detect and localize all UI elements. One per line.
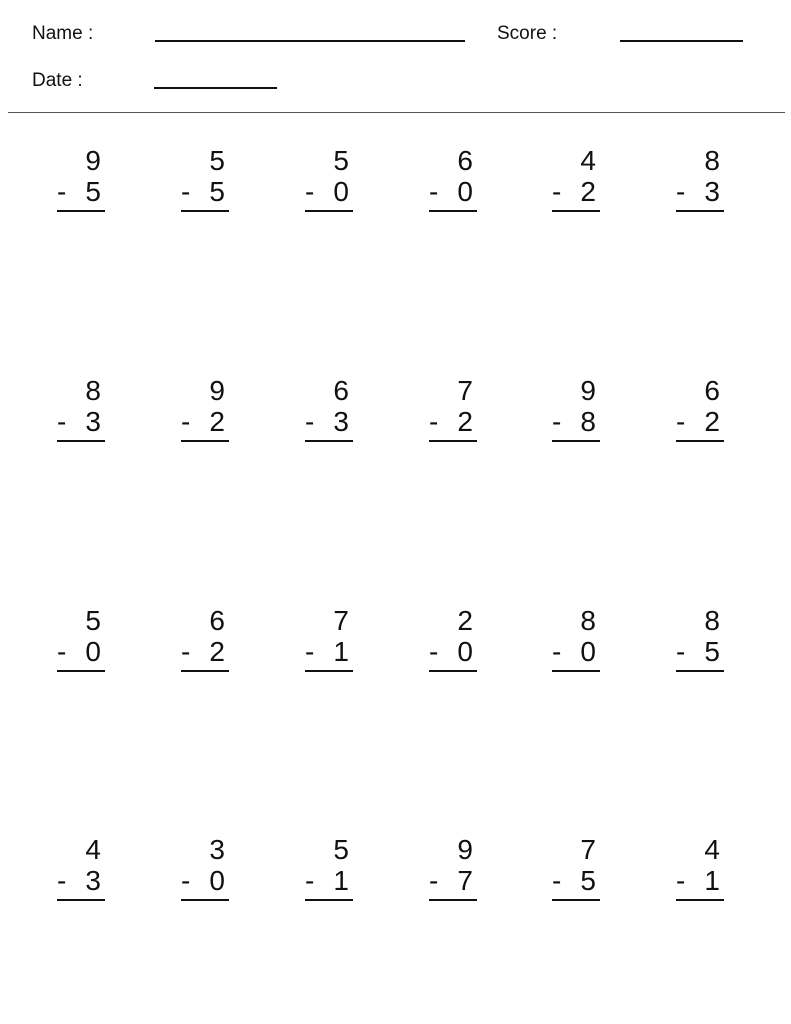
minus-sign: - [181,865,191,896]
subtraction-problem [552,376,600,446]
minuend: 7 [333,605,349,636]
minuend: 5 [333,834,349,865]
answer-line[interactable] [57,210,105,212]
subtrahend: 7 [457,865,473,896]
minus-sign: - [57,406,67,437]
subtrahend: 3 [333,406,349,437]
minuend: 3 [209,834,225,865]
subtrahend-row [676,637,720,667]
subtraction-problem [57,146,105,216]
minuend: 5 [85,605,101,636]
subtrahend-row [57,177,101,207]
minus-sign: - [676,865,686,896]
minus-sign: - [57,636,67,667]
subtrahend: 2 [704,406,720,437]
minus-sign: - [181,636,191,667]
subtrahend: 2 [209,636,225,667]
answer-line[interactable] [181,670,229,672]
answer-line[interactable] [181,899,229,901]
subtrahend: 0 [457,176,473,207]
subtraction-problem [676,835,724,905]
minuend: 9 [457,834,473,865]
subtrahend-row [181,866,225,896]
minus-sign: - [181,406,191,437]
subtrahend-row [181,407,225,437]
minus-sign: - [181,176,191,207]
subtraction-problem [305,376,353,446]
answer-line[interactable] [429,210,477,212]
subtraction-problem [676,606,724,676]
minuend: 2 [457,605,473,636]
minuend: 9 [209,375,225,406]
minus-sign: - [305,865,315,896]
answer-line[interactable] [429,670,477,672]
subtraction-problem [429,606,477,676]
minus-sign: - [429,636,439,667]
subtrahend: 1 [704,865,720,896]
subtrahend: 0 [580,636,596,667]
subtrahend-row [676,177,720,207]
subtraction-problem [552,606,600,676]
subtraction-problem [552,146,600,216]
subtrahend: 0 [209,865,225,896]
minuend: 4 [85,834,101,865]
answer-line[interactable] [552,440,600,442]
subtraction-problem [57,376,105,446]
minus-sign: - [429,865,439,896]
minus-sign: - [429,406,439,437]
subtraction-problem [429,146,477,216]
minuend: 6 [333,375,349,406]
answer-line[interactable] [305,210,353,212]
subtraction-problem [57,606,105,676]
subtraction-problem [181,606,229,676]
date-label: Date : [32,70,83,91]
answer-line[interactable] [552,670,600,672]
minuend: 8 [580,605,596,636]
answer-line[interactable] [181,440,229,442]
subtrahend: 3 [85,865,101,896]
subtrahend: 3 [85,406,101,437]
answer-line[interactable] [57,670,105,672]
subtrahend-row [429,866,473,896]
answer-line[interactable] [305,440,353,442]
subtraction-problem [305,606,353,676]
answer-line[interactable] [552,899,600,901]
subtraction-problem [305,146,353,216]
subtrahend-row [57,866,101,896]
subtrahend-row [305,407,349,437]
answer-line[interactable] [676,670,724,672]
minus-sign: - [57,176,67,207]
answer-line[interactable] [552,210,600,212]
minuend: 6 [209,605,225,636]
answer-line[interactable] [57,440,105,442]
minus-sign: - [552,406,562,437]
subtraction-problem [429,835,477,905]
minuend: 5 [333,145,349,176]
minuend: 7 [580,834,596,865]
answer-line[interactable] [305,670,353,672]
subtrahend-row [57,637,101,667]
subtrahend-row [552,407,596,437]
subtraction-problem [676,376,724,446]
minuend: 7 [457,375,473,406]
answer-line[interactable] [429,440,477,442]
subtraction-problem [57,835,105,905]
subtrahend-row [552,177,596,207]
subtrahend-row [181,637,225,667]
minus-sign: - [676,406,686,437]
subtrahend-row [552,866,596,896]
answer-line[interactable] [305,899,353,901]
minus-sign: - [676,176,686,207]
minuend: 6 [704,375,720,406]
minuend: 9 [580,375,596,406]
subtrahend-row [429,177,473,207]
subtrahend-row [305,866,349,896]
answer-line[interactable] [57,899,105,901]
subtrahend-row [57,407,101,437]
subtrahend: 2 [209,406,225,437]
subtrahend: 0 [85,636,101,667]
subtraction-problem [181,835,229,905]
subtrahend: 2 [457,406,473,437]
answer-line[interactable] [429,899,477,901]
minuend: 4 [580,145,596,176]
subtraction-problem [305,835,353,905]
subtraction-problem [429,376,477,446]
subtrahend: 1 [333,636,349,667]
subtrahend: 1 [333,865,349,896]
subtrahend: 5 [85,176,101,207]
minuend: 8 [85,375,101,406]
minuend: 5 [209,145,225,176]
minus-sign: - [305,176,315,207]
subtraction-problem [181,146,229,216]
subtrahend-row [552,637,596,667]
minus-sign: - [305,406,315,437]
name-label: Name : [32,23,94,44]
subtrahend-row [305,637,349,667]
subtrahend: 0 [333,176,349,207]
subtrahend: 8 [580,406,596,437]
subtraction-problem [676,146,724,216]
minuend: 4 [704,834,720,865]
minus-sign: - [676,636,686,667]
minus-sign: - [57,865,67,896]
answer-line[interactable] [181,210,229,212]
subtrahend-row [181,177,225,207]
minus-sign: - [305,636,315,667]
subtrahend: 2 [580,176,596,207]
minus-sign: - [552,176,562,207]
subtrahend-row [676,407,720,437]
subtrahend-row [429,407,473,437]
subtraction-problem [181,376,229,446]
minuend: 8 [704,145,720,176]
subtrahend-row [305,177,349,207]
subtrahend: 5 [580,865,596,896]
subtrahend-row [429,637,473,667]
minuend: 6 [457,145,473,176]
minuend: 9 [85,145,101,176]
minus-sign: - [552,636,562,667]
subtrahend-row [676,866,720,896]
subtrahend: 5 [209,176,225,207]
minus-sign: - [552,865,562,896]
answer-line[interactable] [676,440,724,442]
minus-sign: - [429,176,439,207]
minuend: 8 [704,605,720,636]
subtrahend: 0 [457,636,473,667]
score-label: Score : [497,23,558,44]
subtrahend: 5 [704,636,720,667]
answer-line[interactable] [676,899,724,901]
subtraction-problem [552,835,600,905]
subtrahend: 3 [704,176,720,207]
answer-line[interactable] [676,210,724,212]
